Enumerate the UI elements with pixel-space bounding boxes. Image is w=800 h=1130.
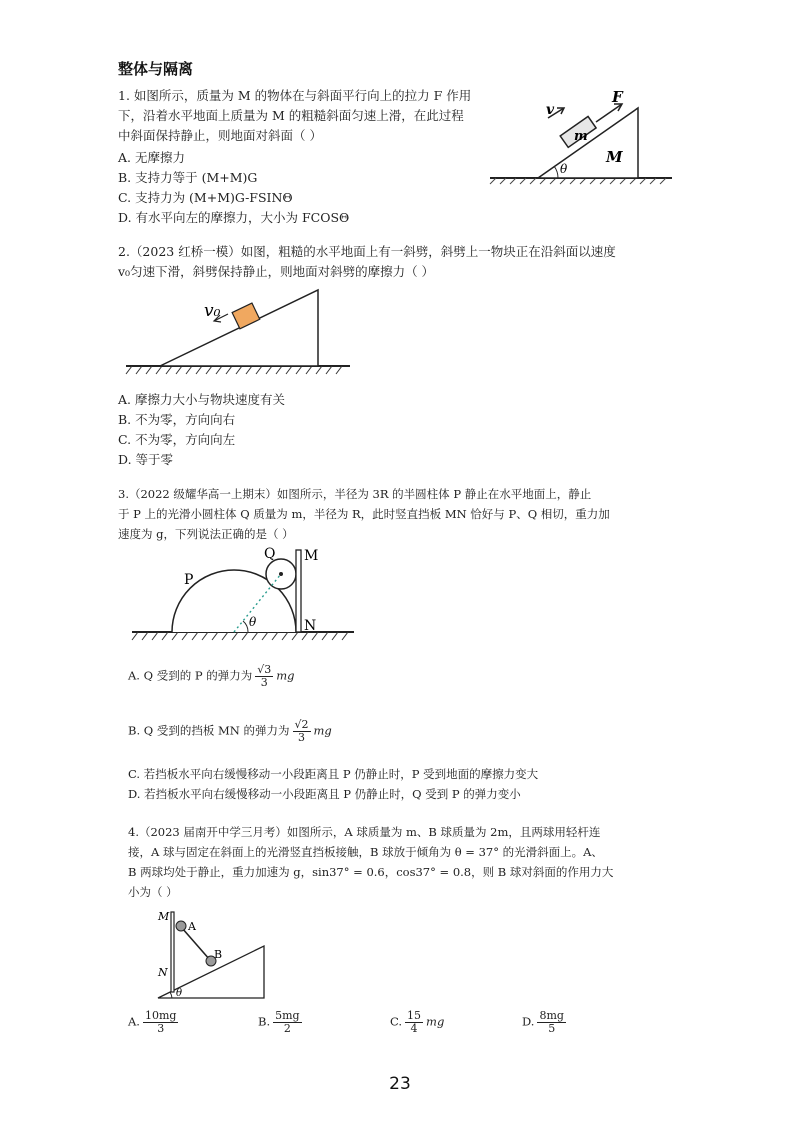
q3-option-a-num: √3 [257,663,272,676]
q3-option-b-num: √2 [294,718,309,731]
q4-label-B: B [214,948,223,961]
q1-line: 中斜面保持静止，则地面对斜面（ ） [118,128,322,143]
q1-line: 1. 如图所示，质量为 M 的物体在与斜面平行向上的拉力 F 作用 [118,88,472,103]
q3-option-b-fraction [293,719,311,744]
q4-board-MN [171,912,174,992]
q3-option-a [128,664,295,689]
q4-option-b-fraction [273,1010,301,1035]
q4-option-a [128,1010,181,1035]
q4-option-c-num: 15 [407,1009,422,1022]
q1-line: 下，沿着水平地面上质量为 M 的粗糙斜面匀速上滑，在此过程 [118,108,464,123]
q4-label-theta: θ [176,988,183,999]
q1-option-c: C. 支持力为 (M+M)G-FSINΘ [118,190,293,205]
q4-option-d-num: 8mg [539,1009,564,1022]
q3-option-c: C. 若挡板水平向右缓慢移动一小段距离且 P 仍静止时，P 受到地面的摩擦力变大 [128,767,539,781]
q4-option-c-fraction [405,1010,423,1035]
q2-stem [118,242,616,282]
q3-line: 速度为 g，下列说法正确的是（ ） [118,527,294,541]
q1-label-M: M [606,148,623,166]
q2-option-a: A. 摩擦力大小与物块速度有关 [118,392,285,407]
q4-figure [148,906,274,1002]
q2-options [118,390,285,470]
q3-line: 于 P 上的光滑小圆柱体 Q 质量为 m，半径为 R，此时竖直挡板 MN 恰好与 P、Q 相切，重力加 [118,507,610,521]
q1-label-theta: θ [560,162,568,176]
q2-option-d: D. 等于零 [118,452,174,467]
page-number: 23 [389,1074,411,1094]
q4-line: 小为（ ） [128,885,178,899]
q4-option-c-label: C. [390,1014,403,1029]
q4-rod [182,928,210,960]
q4-option-b [258,1010,305,1035]
q4-option-a-num: 10mg [144,1009,177,1022]
q1-option-a: A. 无摩擦力 [118,150,185,165]
q3-line: 3.（2022 级耀华高一上期末）如图所示，半径为 3R 的半圆柱体 P 静止在水平地面上，静止 [118,487,592,501]
q4-label-N: N [158,966,168,979]
q3-option-a-unit: mg [276,668,295,683]
q1-options [118,148,349,228]
q4-option-c-unit: mg [426,1014,445,1029]
q2-option-b: B. 不为零，方向向右 [118,412,236,427]
q3-label-M: M [304,548,319,564]
q4-line: 4.（2023 届南开中学三月考）如图所示，A 球质量为 m、B 球质量为 2m，且两球用轻杆连 [128,825,601,839]
q4-label-A: A [188,920,196,933]
q4-label-M: M [158,910,170,923]
q4-option-b-label: B. [258,1014,271,1029]
q4-option-d-den: 5 [548,1022,556,1035]
section-title: 整体与隔离 [118,60,194,78]
q3-option-b-den: 3 [298,731,305,744]
q3-option-b-text: B. Q 受到的挡板 MN 的弹力为 [128,723,290,738]
q3-option-a-text: A. Q 受到的 P 的弹力为 [128,668,253,683]
q4-option-b-num: 5mg [275,1009,300,1022]
q3-label-theta: θ [249,615,257,629]
q4-option-c-den: 4 [410,1022,418,1035]
q2-ground-hatch [126,366,342,374]
q1-force-arrow [596,104,622,122]
q1-option-b: B. 支持力等于 (M+M)G [118,170,258,185]
q4-option-d-label: D. [522,1014,535,1029]
q3-option-b-unit: mg [313,723,332,738]
q4-line: B 两球均处于静止，重力加速为 g，sin37° = 0.6，cos37° = 0.8，则 B 球对斜面的作用力大 [128,865,614,879]
q3-option-d: D. 若挡板水平向右缓慢移动一小段距离且 P 仍静止时，Q 受到 P 的弹力变小 [128,787,521,801]
q1-figure [486,84,676,226]
q4-option-a-den: 3 [157,1022,165,1035]
q1-label-F: F [612,88,623,106]
q1-stem [118,86,471,146]
q2-line: v₀匀速下滑，斜劈保持静止，则地面对斜劈的摩擦力（ ） [118,264,435,279]
q3-figure [128,544,358,648]
q4-ball-A [176,921,186,931]
q4-stem [128,822,613,902]
q2-label-v0: v₀ [204,301,221,321]
q3-label-Q: Q [264,546,276,562]
q3-option-a-den: 3 [260,676,268,689]
q4-option-a-label: A. [128,1014,140,1029]
q2-option-c: C. 不为零，方向向左 [118,432,236,447]
q3-label-P: P [184,572,194,588]
q3-stem [118,484,610,544]
q3-board-MN [296,550,301,632]
q4-option-a-fraction [143,1010,178,1035]
q3-label-N: N [304,618,317,634]
q3-option-a-fraction [255,664,273,689]
q2-figure [122,284,354,384]
q4-option-d-fraction [537,1010,565,1035]
q4-line: 接，A 球与固定在斜面上的光滑竖直挡板接触，B 球放于倾角为 θ = 37° 的光滑斜面上。A、 [128,845,603,859]
q1-option-d: D. 有水平向左的摩擦力，大小为 FCOSΘ [118,210,350,225]
q4-option-b-den: 2 [283,1022,291,1035]
q3-option-b [128,719,332,744]
q1-label-m: m [574,129,588,144]
q4-option-d [522,1010,569,1035]
q4-option-c [390,1010,444,1035]
q1-label-v: v [546,102,555,118]
q2-line: 2.（2023 红桥一模）如图，粗糙的水平地面上有一斜劈，斜劈上一物块正在沿斜面以速度 [118,244,616,259]
